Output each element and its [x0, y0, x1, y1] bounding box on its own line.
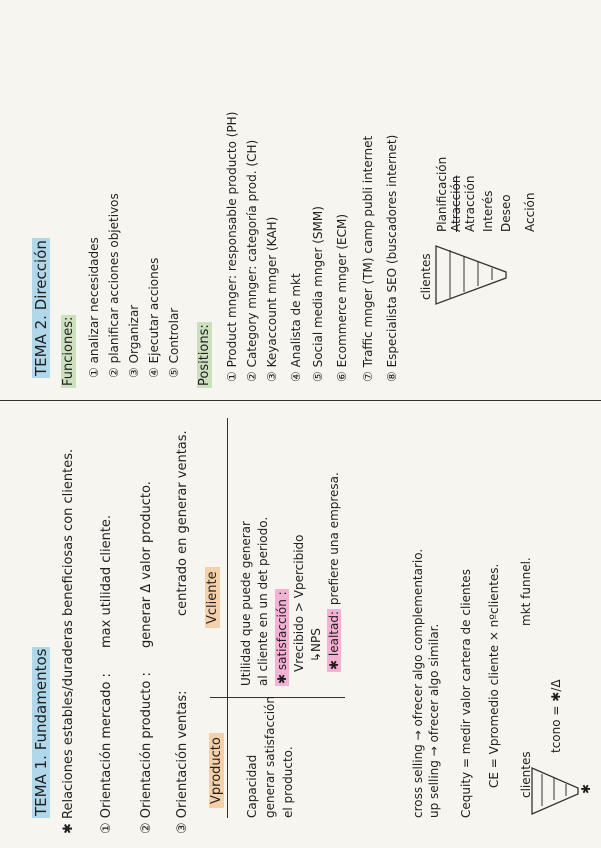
right-text-2: al cliente en un det periodo.	[256, 516, 270, 686]
right-satisf: ✱ satisfacción :	[275, 591, 289, 684]
funnel2-stage-4: Interés	[481, 190, 495, 232]
col-left-header: Vproducto	[210, 733, 223, 808]
orient-ventas-text: centrado en generar ventas.	[175, 430, 190, 616]
right-nps: ↳NPS	[309, 628, 323, 662]
table-horizontal-rule	[227, 418, 228, 818]
orient-mercado-text: max utilidad cliente.	[99, 514, 114, 648]
right-text-1: Utilidad que puede generar	[239, 521, 253, 686]
left-text-2: generar satisfacción	[263, 696, 277, 818]
position-6: ⑥ Ecommerce mnger (ECM)	[335, 213, 349, 382]
table-vertical-rule	[210, 697, 345, 698]
ce-formula: CE = Vpromedio cliente × nºclientes.	[487, 563, 501, 788]
funnel1-label: mkt funnel.	[519, 557, 533, 626]
funnel1-star: ✱	[579, 783, 593, 794]
funnel2-stage-5: Deseo	[499, 194, 513, 232]
funnel2-stage-2-struck: Atracción	[449, 175, 463, 232]
up-selling: up selling → ofrecer algo similar.	[427, 623, 441, 818]
funnel2-stage-3: Atracción	[463, 175, 477, 232]
orient-producto-label: ② Orientación producto :	[139, 672, 154, 834]
funnel2-stage-6: Acción	[523, 192, 537, 232]
funcion-5: ⑤ Controlar	[167, 307, 181, 378]
left-text-3: el producto.	[281, 746, 295, 818]
tema1-relaciones: ✱ Relaciones estables/duraderas beneficiosas con clientes.	[61, 448, 76, 834]
position-1: ① Product mnger: responsable producto (PH)	[225, 111, 239, 382]
funciones-label: Funciones:	[61, 316, 76, 386]
orient-producto-text: generar Δ valor producto.	[139, 481, 154, 648]
funnel2-clientes: clientes	[419, 253, 433, 300]
position-8: ⑧ Especialista SEO (buscadores internet)	[385, 134, 399, 382]
funcion-4: ④ Ejecutar acciones	[147, 257, 161, 378]
right-satisf-formula: Vrecibido > Vpercibido	[292, 534, 306, 672]
position-5: ⑤ Social media mnger (SMM)	[311, 206, 325, 382]
position-3: ③ Keyaccount mnger (KAH)	[265, 216, 279, 382]
orient-mercado-label: ① Orientación mercado :	[99, 673, 114, 834]
tema2-title: TEMA 2. Dirección	[32, 240, 50, 376]
positions-label: Positions:	[197, 324, 212, 386]
funnel2-icon	[432, 238, 512, 308]
cequity: Cequity = medir valor cartera de clientes	[459, 569, 473, 818]
col-right-header: Vcliente	[206, 567, 219, 628]
tcono: tcono = ✱/Δ	[549, 679, 563, 753]
funcion-3: ③ Organizar	[127, 304, 141, 378]
orient-ventas-label: ③ Orientación ventas:	[175, 690, 190, 834]
funcion-1: ① analizar necesidades	[87, 237, 101, 378]
funcion-2: ② planificar acciones objetivos	[107, 193, 121, 378]
cross-selling: cross selling → ofrecer algo complementario.	[411, 548, 425, 818]
position-2: ② Category mnger: categoría prod. (CH)	[245, 139, 259, 382]
page-divider	[0, 400, 601, 401]
funnel2-stage-1: Planificación	[435, 156, 449, 232]
position-7: ⑦ Traffic mnger (TM) camp publi internet	[361, 135, 375, 382]
right-lealtad: ✱ lealtad: prefiere una empresa.	[327, 472, 341, 670]
position-4: ④ Analista de mkt	[289, 273, 303, 382]
funnel1-clientes: clientes	[519, 751, 533, 798]
left-text-1: Capacidad	[245, 754, 259, 818]
tema1-title: TEMA 1. Fundamentos	[32, 648, 50, 816]
funnel1-icon	[528, 758, 588, 818]
